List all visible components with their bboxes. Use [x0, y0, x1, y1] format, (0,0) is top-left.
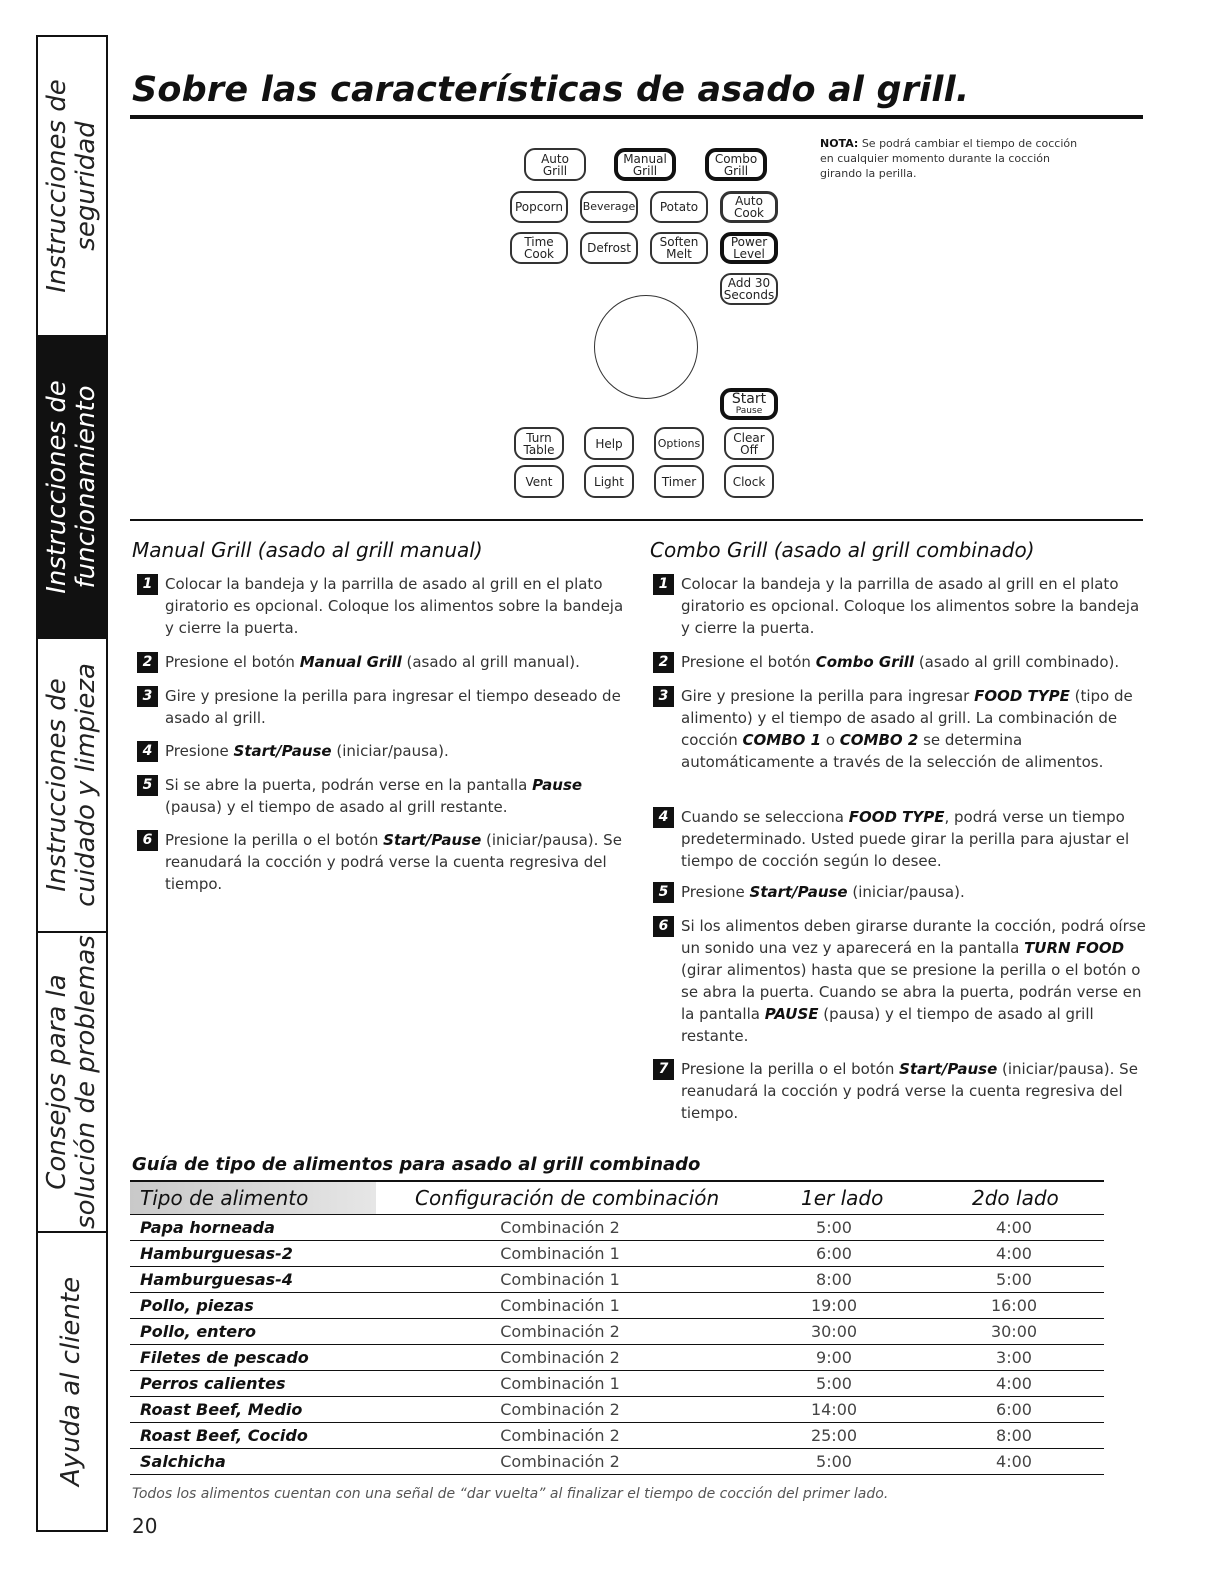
cell-second-side: 4:00	[996, 1374, 1032, 1393]
cell-food-type: Pollo, entero	[140, 1322, 256, 1341]
clock-button: Clock	[724, 465, 774, 498]
popcorn-button: Popcorn	[510, 191, 568, 223]
note-box	[820, 136, 1090, 181]
dial-knob	[594, 295, 698, 399]
step-item	[653, 651, 1151, 673]
step-item	[137, 573, 627, 639]
cell-food-type: Salchicha	[140, 1452, 226, 1471]
cell-food-type: Hamburguesas-4	[140, 1270, 293, 1289]
cell-second-side: 8:00	[996, 1426, 1032, 1445]
cell-combination: Combinación 2	[500, 1400, 620, 1419]
cell-first-side: 5:00	[816, 1218, 852, 1237]
cell-combination: Combinación 1	[500, 1270, 620, 1289]
step-item	[653, 573, 1151, 639]
step-text: Si se abre la puerta, podrán verse en la pantalla Pause (pausa) y el tiempo de asado al grill restante.	[165, 776, 583, 816]
auto-cook-button: Auto Cook	[720, 191, 778, 223]
step-item	[653, 1058, 1151, 1124]
cell-food-type: Hamburguesas-2	[140, 1244, 293, 1263]
cell-food-type: Roast Beef, Cocido	[140, 1426, 308, 1445]
tab-ayuda-cliente[interactable]	[38, 1233, 106, 1530]
step-text: Presione Start/Pause (iniciar/pausa).	[681, 883, 965, 901]
help-button: Help	[584, 427, 634, 460]
options-button: Options	[654, 427, 704, 460]
step-item	[653, 806, 1151, 872]
tab-instrucciones-cuidado[interactable]	[38, 639, 106, 933]
step-number: 5	[137, 775, 158, 796]
cell-second-side: 4:00	[996, 1452, 1032, 1471]
cell-second-side: 5:00	[996, 1270, 1032, 1289]
table-row	[130, 1240, 1104, 1266]
page-number: 20	[132, 1514, 158, 1538]
step-item	[137, 651, 627, 673]
step-item	[653, 685, 1151, 773]
step-text: Si los alimentos deben girarse durante la cocción, podrá oírse un sonido una vez y aparecerá en la pantalla TURN FOOD (girar alimentos) hasta que se presione la perilla o el botón o se abra la puerta. Cuando se abra la puerta, podrán verse en la pantalla PAUSE (pausa) y el tiempo de asado al grill restante.	[681, 917, 1146, 1045]
table-row	[130, 1370, 1104, 1396]
cell-second-side: 3:00	[996, 1348, 1032, 1367]
manual-grill-heading: Manual Grill (asado al grill manual)	[132, 538, 483, 562]
step-text: Presione la perilla o el botón Start/Pause (iniciar/pausa). Se reanudará la cocción y podrá verse la cuenta regresiva del tiempo.	[681, 1060, 1138, 1122]
cell-food-type: Filetes de pescado	[140, 1348, 309, 1367]
step-text: Colocar la bandeja y la parrilla de asado al grill en el plato giratorio es opcional. Coloque los alimentos sobre la bandeja y cierre la puerta.	[681, 575, 1140, 637]
cell-food-type: Roast Beef, Medio	[140, 1400, 303, 1419]
step-text: Presione Start/Pause (iniciar/pausa).	[165, 742, 449, 760]
cell-second-side: 4:00	[996, 1244, 1032, 1263]
tab-label: Instrucciones de funcionamiento	[42, 380, 101, 594]
timer-button: Timer	[654, 465, 704, 498]
guide-table-header	[130, 1182, 1104, 1214]
tab-label: Consejos para la solución de problemas	[42, 935, 101, 1229]
combo-grill-heading: Combo Grill (asado al grill combinado)	[650, 538, 1035, 562]
tab-label: Ayuda al cliente	[56, 1276, 87, 1487]
cell-food-type: Pollo, piezas	[140, 1296, 254, 1315]
cell-combination: Combinación 2	[500, 1426, 620, 1445]
auto-grill-button: Auto Grill	[524, 148, 586, 181]
table-row	[130, 1448, 1104, 1475]
vent-button: Vent	[514, 465, 564, 498]
step-number: 6	[653, 916, 674, 937]
step-number: 1	[653, 574, 674, 595]
header-food-type: Tipo de alimento	[130, 1182, 376, 1214]
header-first-side: 1er lado	[801, 1186, 884, 1210]
note-label: NOTA:	[820, 137, 859, 150]
time-cook-button: Time Cook	[510, 232, 568, 264]
cell-second-side: 4:00	[996, 1218, 1032, 1237]
step-number: 3	[137, 686, 158, 707]
table-row	[130, 1422, 1104, 1448]
step-item	[137, 774, 627, 818]
table-row	[130, 1214, 1104, 1240]
cell-first-side: 9:00	[816, 1348, 852, 1367]
cell-second-side: 6:00	[996, 1400, 1032, 1419]
step-number: 7	[653, 1059, 674, 1080]
cell-first-side: 5:00	[816, 1452, 852, 1471]
manual-grill-button: Manual Grill	[614, 148, 676, 181]
cell-food-type: Perros calientes	[140, 1374, 286, 1393]
title-divider	[130, 115, 1143, 119]
header-second-side: 2do lado	[972, 1186, 1059, 1210]
beverage-button: Beverage	[580, 191, 638, 223]
section-divider	[130, 519, 1143, 521]
step-number: 5	[653, 882, 674, 903]
step-text: Colocar la bandeja y la parrilla de asado al grill en el plato giratorio es opcional. Coloque los alimentos sobre la bandeja y cierre la puerta.	[165, 575, 624, 637]
clear-off-button: Clear Off	[724, 427, 774, 460]
step-number: 1	[137, 574, 158, 595]
step-text: Presione el botón Combo Grill (asado al grill combinado).	[681, 653, 1120, 671]
cell-combination: Combinación 2	[500, 1322, 620, 1341]
cell-combination: Combinación 1	[500, 1244, 620, 1263]
cell-first-side: 6:00	[816, 1244, 852, 1263]
step-text: Presione el botón Manual Grill (asado al grill manual).	[165, 653, 580, 671]
cell-first-side: 25:00	[810, 1426, 858, 1445]
table-row	[130, 1266, 1104, 1292]
turn-table-button: Turn Table	[514, 427, 564, 460]
step-text: Gire y presione la perilla para ingresar el tiempo deseado de asado al grill.	[165, 687, 621, 727]
table-footnote: Todos los alimentos cuentan con una señal de “dar vuelta” al finalizar el tiempo de cocción del primer lado.	[132, 1486, 889, 1502]
table-row	[130, 1344, 1104, 1370]
page-title: Sobre las características de asado al grill.	[132, 70, 970, 110]
step-number: 2	[653, 652, 674, 673]
step-number: 6	[137, 830, 158, 851]
cell-combination: Combinación 2	[500, 1348, 620, 1367]
cell-first-side: 5:00	[816, 1374, 852, 1393]
combo-grill-button: Combo Grill	[705, 148, 767, 181]
tab-consejos-problemas[interactable]	[38, 933, 106, 1233]
note-text: Se podrá cambiar el tiempo de cocción en cualquier momento durante la cocción girando la perilla.	[820, 137, 1078, 180]
control-panel-diagram	[500, 140, 800, 510]
table-row	[130, 1292, 1104, 1318]
step-text: Cuando se selecciona FOOD TYPE, podrá verse un tiempo predeterminado. Usted puede girar la perilla para ajustar el tiempo de cocción según lo desee.	[681, 808, 1130, 870]
cell-first-side: 30:00	[810, 1322, 858, 1341]
cell-combination: Combinación 1	[500, 1296, 620, 1315]
step-number: 3	[653, 686, 674, 707]
step-number: 4	[137, 741, 158, 762]
step-item	[137, 740, 627, 762]
soften-melt-button: Soften Melt	[650, 232, 708, 264]
step-item	[137, 685, 627, 729]
step-number: 4	[653, 807, 674, 828]
add-30-seconds-button: Add 30 Seconds	[720, 273, 778, 305]
step-number: 2	[137, 652, 158, 673]
table-row	[130, 1396, 1104, 1422]
cell-combination: Combinación 2	[500, 1218, 620, 1237]
cell-food-type: Papa horneada	[140, 1218, 275, 1237]
cell-combination: Combinación 1	[500, 1374, 620, 1393]
cell-second-side: 30:00	[990, 1322, 1038, 1341]
tab-label: Instrucciones de cuidado y limpieza	[42, 663, 101, 907]
section-sidebar	[36, 35, 108, 1532]
step-item	[653, 915, 1151, 1047]
tab-instrucciones-seguridad[interactable]	[38, 37, 106, 337]
cell-first-side: 14:00	[810, 1400, 858, 1419]
defrost-button: Defrost	[580, 232, 638, 264]
cell-first-side: 19:00	[810, 1296, 858, 1315]
tab-label: Instrucciones de seguridad	[42, 79, 101, 293]
guide-table-body	[130, 1214, 1104, 1475]
cell-first-side: 8:00	[816, 1270, 852, 1289]
guide-table-title: Guía de tipo de alimentos para asado al grill combinado	[132, 1154, 701, 1175]
step-text: Gire y presione la perilla para ingresar FOOD TYPE (tipo de alimento) y el tiempo de asado al grill. La combinación de cocción COMBO 1 o COMBO 2 se determina automáticamente a través de la selección de alimentos.	[681, 687, 1133, 771]
step-item	[653, 881, 1151, 903]
power-level-button: Power Level	[720, 232, 778, 264]
start-pause-button: Start Pause	[720, 388, 778, 420]
cell-combination: Combinación 2	[500, 1452, 620, 1471]
light-button: Light	[584, 465, 634, 498]
step-item	[137, 829, 627, 895]
potato-button: Potato	[650, 191, 708, 223]
cell-second-side: 16:00	[990, 1296, 1038, 1315]
header-combination: Configuración de combinación	[415, 1186, 720, 1210]
step-text: Presione la perilla o el botón Start/Pause (iniciar/pausa). Se reanudará la cocción y podrá verse la cuenta regresiva del tiempo.	[165, 831, 622, 893]
table-row	[130, 1318, 1104, 1344]
tab-instrucciones-funcionamiento[interactable]	[38, 337, 106, 639]
